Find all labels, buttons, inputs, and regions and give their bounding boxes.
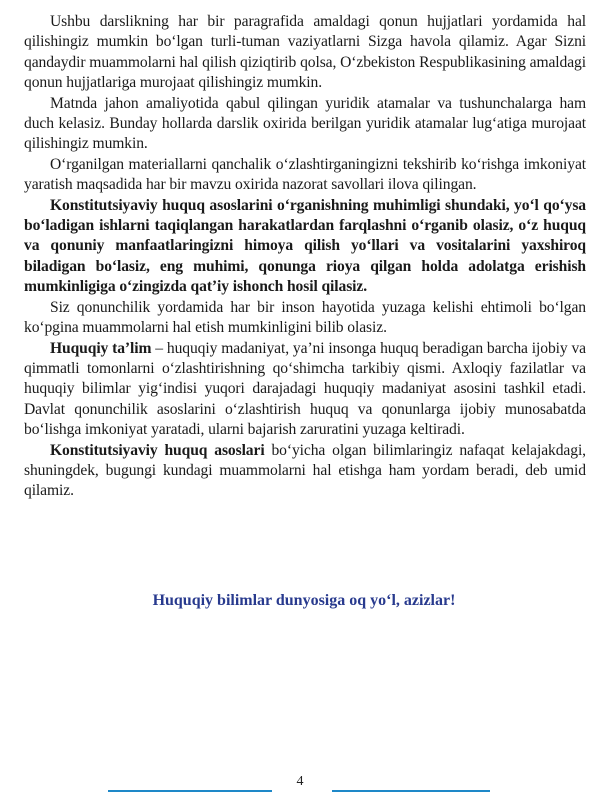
footer-rule-left xyxy=(108,790,272,792)
paragraph-7 xyxy=(24,441,586,502)
page-footer xyxy=(0,770,608,800)
term-huquqiy-talim: Huquqiy taʼlim xyxy=(50,339,152,357)
paragraph-4-bold: Konstitutsiyaviy huquq asoslarini oʻrganishning muhimligi shundaki, yoʻl qoʻysa boʻladigan ishlarni taqiqlangan harakatlardan farqlashni oʻrganib olasiz, oʻz huquq va qonuniy manfaatlaringizni himoya qilish yoʻllari va vositalarini yaxshiroq biladigan boʻlasiz, eng muhimi, qonunga rioya qilgan holda adolatga erishish mumkinligiga oʻzingizda qatʼiy ishonch hosil qilasiz. xyxy=(24,196,586,296)
paragraph-5: Siz qonunchilik yordamida har bir inson hayotida yuzaga kelishi ehtimoli boʻlgan koʻpgina muammolarni hal etish mumkinligini bilib olasiz. xyxy=(24,298,586,337)
paragraph-1: Ushbu darslikning har bir paragrafida amaldagi qonun hujjatlari yordamida hal qilishingiz mumkin boʻlgan turli-tuman vaziyatlarni Sizga havola qilamiz. Agar Sizni qandaydir muammolarni hal qilish qiziqtirib qolsa, Oʻzbekiston Respublikasining amaldagi qonun hujjatlariga murojaat qilishingiz mumkin. xyxy=(24,13,586,92)
closing-slogan: Huquqiy bilimlar dunyosiga oq yoʻl, azizlar! xyxy=(152,592,456,609)
paragraph-7-text: boʻyicha olgan bilimlaringiz nafaqat kelajakdagi, shuningdek, bugungi kundagi muammolarni hal etishga ham yordam beradi, deb umid qilamiz. xyxy=(24,441,586,500)
term-konstitutsiyaviy-huquq: Konstitutsiyaviy huquq asoslari xyxy=(50,441,265,459)
page-body xyxy=(24,12,586,502)
footer-rule-right xyxy=(332,790,490,792)
paragraph-6 xyxy=(24,339,586,441)
page-number: 4 xyxy=(296,774,304,789)
paragraph-6-text: – huquqiy madaniyat, yaʼni insonga huquq beradigan barcha ijobiy va qimmatli tomonlarni oʻzlashtirishning qoʻshimcha tarkibiy qismi. Axloqiy fazilatlar va huquqiy bilimlar yigʻindisi yuqori darajadagi huquqiy madaniyat asosini tashkil etadi. Davlat qonunchilik asoslarini oʻzlashtirish huquq va qonunlarga ijobiy munosabatda boʻlishga imkoniyat yaratadi, ularni bajarish zaruratini yuzaga keltiradi. xyxy=(24,339,586,439)
paragraph-3: Oʻrganilgan materiallarni qanchalik oʻzlashtirganingizni tekshirib koʻrishga imkoniyat yaratish maqsadida har bir mavzu oxirida nazorat savollari ilova qilingan. xyxy=(24,155,586,194)
paragraph-2: Matnda jahon amaliyotida qabul qilingan yuridik atamalar va tushunchalarga ham duch kelasiz. Bunday hollarda darslik oxirida berilgan yuridik atamalar lugʻatiga murojaat qilishingiz mumkin. xyxy=(24,94,586,153)
